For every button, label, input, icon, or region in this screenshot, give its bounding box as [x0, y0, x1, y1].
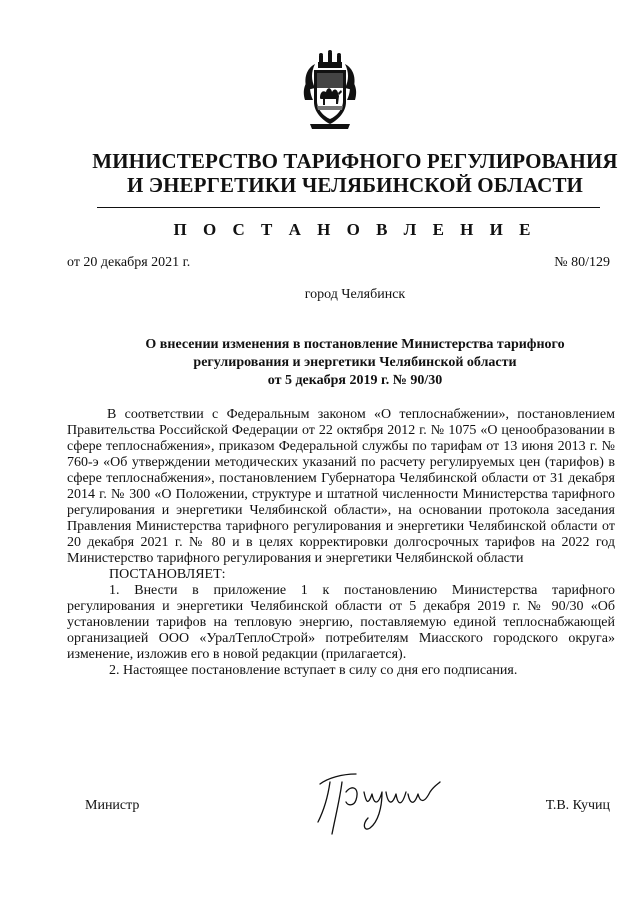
ministry-name-line1: МИНИСТЕРСТВО ТАРИФНОГО РЕГУЛИРОВАНИЯ: [92, 149, 618, 173]
document-subject-line1: О внесении изменения в постановление Министерства тарифного: [145, 337, 565, 352]
item-1-paragraph: 1. Внести в приложение 1 к постановлению Министерства тарифного регулирования и энергетики Челябинской области от 5 декабря 2019 г. № 90/30 «Об установлении тарифов на тепловую энергию, поставляемую единой теплоснабжающей организацией ООО «УралТеплоСтрой» потребителям Миасского городского округа» изменение, изложив его в новой редакции (прилагается).: [67, 583, 615, 662]
signer-name: Т.В. Кучиц: [545, 798, 610, 813]
document-city: город Челябинск: [304, 287, 406, 302]
signatory-position: Министр: [85, 798, 140, 813]
item-2-paragraph: 2. Настоящее постановление вступает в силу со дня его подписания.: [109, 663, 518, 678]
document-body: [67, 407, 615, 679]
document-subject-line2: регулирования и энергетики Челябинской области: [193, 355, 517, 370]
coat-of-arms-icon: [301, 50, 359, 130]
ministry-name: [60, 149, 640, 197]
header-divider: [97, 207, 600, 208]
document-type: П О С Т А Н О В Л Е Н И Е: [173, 220, 537, 239]
document-subject: [60, 336, 640, 390]
preamble-paragraph: В соответствии с Федеральным законом «О теплоснабжении», постановлением Правительства Российской Федерации от 22 октября 2012 г. № 1075 «О ценообразовании в сфере теплоснабжения», приказом Федеральной службы по тарифам от 13 июня 2013 г. № 760-э «Об утверждении методических указаний по расчету регулируемых цен (тарифов) в сфере теплоснабжения», постановлением Губернатора Челябинской области от 31 декабря 2014 г. № 300 «О Положении, структуре и штатной численности Министерства тарифного регулирования и энергетики Челябинской области», на основании протокола заседания Правления Министерства тарифного регулирования и энергетики Челябинской области от 20 декабря 2021 г. № 80 и в целях корректировки долгосрочных тарифов на 2022 год Министерство тарифного регулирования и энергетики Челябинской области: [67, 407, 615, 566]
ministry-name-line2: И ЭНЕРГЕТИКИ ЧЕЛЯБИНСКОЙ ОБЛАСТИ: [127, 173, 583, 197]
document-number: № 80/129: [554, 255, 610, 270]
document-subject-line3: от 5 декабря 2019 г. № 90/30: [267, 373, 443, 388]
resolves-heading: ПОСТАНОВЛЯЕТ:: [109, 567, 226, 582]
handwritten-signature: [312, 762, 442, 842]
document-date: от 20 декабря 2021 г.: [67, 255, 191, 270]
